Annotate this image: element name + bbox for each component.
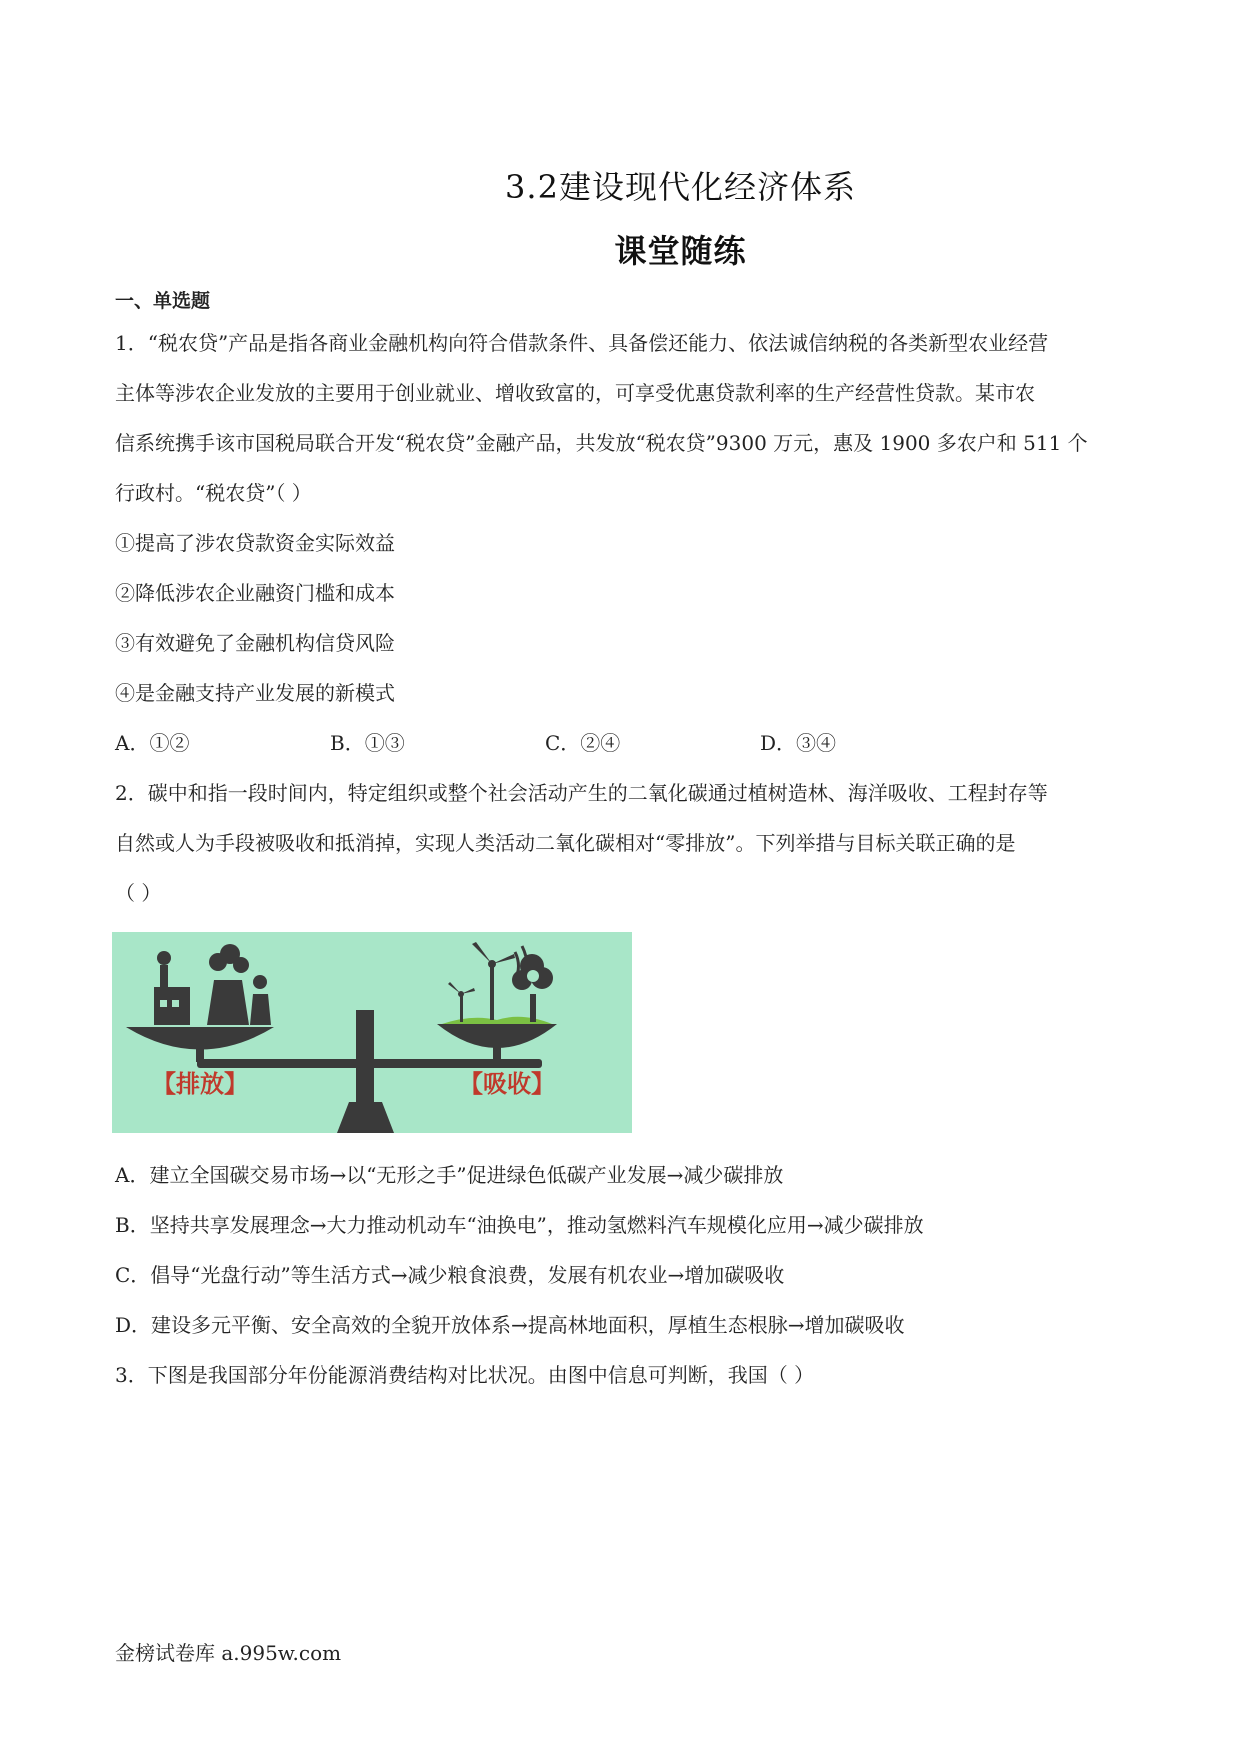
carbon-balance-illustration — [112, 932, 632, 1133]
q1-statement-2: ②降低涉农企业融资门槛和成本 — [115, 581, 395, 605]
q2-option-a: A．建立全国碳交易市场→以“无形之手”促进绿色低碳产业发展→减少碳排放 — [115, 1163, 784, 1187]
q1-option-a: A．①② — [115, 731, 190, 755]
q1-line-1: 1．“税农贷”产品是指各商业金融机构向符合借款条件、具备偿还能力、依法诚信纳税的各类新型农业经营 — [115, 331, 1049, 355]
page-subtitle: 课堂随练 — [614, 232, 747, 270]
footer-source: 金榜试卷库 a.995w.com — [115, 1641, 342, 1665]
q2-option-c: C．倡导“光盘行动”等生活方式→减少粮食浪费，发展有机农业→增加碳吸收 — [115, 1263, 785, 1287]
figure-label-emission: 【排放】 — [152, 1070, 248, 1098]
q1-line-4: 行政村。“税农贷”（ ） — [115, 481, 312, 505]
q2-option-b: B．坚持共享发展理念→大力推动机动车“油换电”，推动氢燃料汽车规模化应用→减少碳排放 — [115, 1213, 924, 1237]
q2-option-d: D．建设多元平衡、安全高效的全貌开放体系→提高林地面积，厚植生态根脉→增加碳吸收 — [115, 1313, 905, 1337]
scale-beam — [197, 1059, 542, 1068]
section-heading: 一、单选题 — [115, 290, 211, 312]
scale-post — [356, 1010, 374, 1105]
q2-line-2: 自然或人为手段被吸收和抵消掉，实现人类活动二氧化碳相对“零排放”。下列举措与目标关联正确的是 — [115, 831, 1016, 855]
q2-line-1: 2．碳中和指一段时间内，特定组织或整个社会活动产生的二氧化碳通过植树造林、海洋吸收、工程封存等 — [115, 781, 1048, 805]
q1-statement-3: ③有效避免了金融机构信贷风险 — [115, 631, 395, 655]
q1-statement-4: ④是金融支持产业发展的新模式 — [115, 681, 395, 705]
figure-label-absorption: 【吸收】 — [459, 1070, 555, 1098]
q1-line-3: 信系统携手该市国税局联合开发“税农贷”金融产品，共发放“税农贷”9300 万元，惠及 1900 多农户和 511 个 — [115, 431, 1088, 455]
q3-line-1: 3．下图是我国部分年份能源消费结构对比状况。由图中信息可判断，我国（ ） — [115, 1363, 815, 1387]
q1-statement-1: ①提高了涉农贷款资金实际效益 — [115, 531, 395, 555]
q1-option-b: B．①③ — [330, 731, 405, 755]
q1-option-c: C．②④ — [545, 731, 621, 755]
q1-option-d: D．③④ — [760, 731, 837, 755]
q2-line-3: （ ） — [115, 881, 162, 905]
q1-line-2: 主体等涉农企业发放的主要用于创业就业、增收致富的，可享受优惠贷款利率的生产经营性贷款。某市农 — [115, 381, 1035, 405]
page-title: 3.2建设现代化经济体系 — [505, 168, 856, 206]
